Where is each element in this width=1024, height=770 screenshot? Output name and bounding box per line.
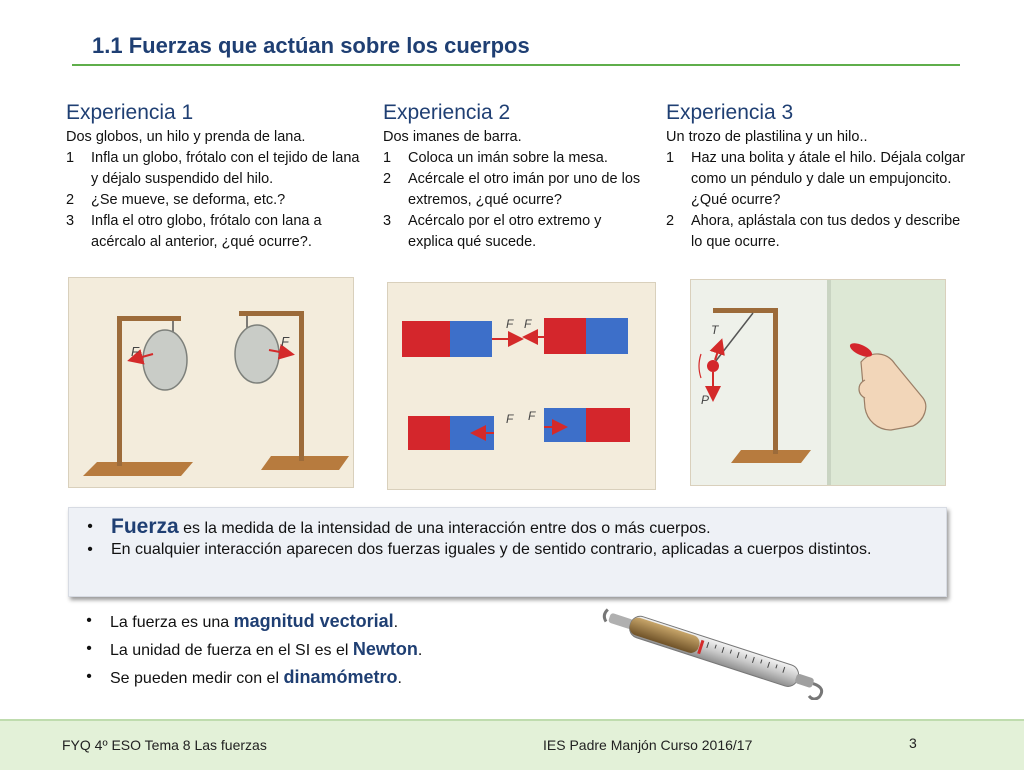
magnets-drawing	[388, 283, 655, 489]
step-number: 3	[383, 213, 392, 229]
force-label: F	[506, 317, 514, 331]
experience-1-intro: Dos globos, un hilo y prenda de lana.	[66, 129, 306, 145]
experience-2-heading: Experiencia 2	[383, 101, 511, 124]
experience-1-steps	[66, 148, 366, 253]
list-item	[666, 148, 966, 211]
definition-box	[68, 507, 947, 597]
fact-highlight: magnitud vectorial	[233, 611, 394, 631]
list-item	[66, 190, 366, 211]
experience-3-intro: Un trozo de plastilina y un hilo..	[666, 129, 868, 145]
step-text: Acércalo por el otro extremo y explica qué sucede.	[408, 213, 602, 250]
bullet: •	[86, 668, 92, 685]
step-text: Infla el otro globo, frótalo con lana a acércalo al anterior, ¿qué ocurre?.	[91, 213, 322, 250]
balloons-illustration	[68, 277, 354, 488]
experience-2-intro: Dos imanes de barra.	[383, 129, 522, 145]
list-item	[383, 169, 648, 211]
experience-2-steps	[383, 148, 648, 253]
list-item	[68, 608, 588, 636]
force-label: F	[131, 344, 139, 359]
force-label: F	[528, 409, 536, 423]
force-label: F	[524, 317, 532, 331]
experience-1	[66, 99, 366, 253]
definition-text: es la medida de la intensidad de una interacción entre dos o más cuerpos.	[178, 520, 711, 537]
step-text: ¿Se mueve, se deforma, etc.?	[91, 192, 286, 208]
step-number: 2	[666, 213, 675, 229]
slide-title: 1.1 Fuerzas que actúan sobre los cuerpos	[92, 33, 530, 58]
definition-item	[69, 539, 946, 560]
list-item	[666, 211, 966, 253]
list-item	[66, 211, 366, 253]
tension-label: T	[711, 323, 719, 337]
step-text: Infla un globo, frótalo con el tejido de lana y déjalo suspendido del hilo.	[91, 150, 360, 187]
list-item	[383, 211, 648, 253]
step-number: 3	[66, 213, 75, 229]
step-number: 1	[383, 150, 392, 166]
fact-text: Se pueden medir con el	[110, 670, 284, 687]
fact-text: .	[417, 642, 423, 659]
force-label: F	[506, 412, 514, 426]
experience-2	[383, 99, 648, 253]
fact-text: La fuerza es una	[110, 614, 234, 631]
dynamometer-image	[596, 605, 836, 700]
list-item	[383, 148, 648, 169]
list-item	[68, 664, 588, 692]
interaction-text: En cualquier interacción aparecen dos fuerzas iguales y de sentido contrario, aplicadas a cuerpos distintos.	[111, 541, 872, 558]
definition-item	[69, 516, 946, 539]
fact-highlight: Newton	[352, 639, 418, 659]
list-item	[68, 636, 588, 664]
step-text: Coloca un imán sobre la mesa.	[408, 150, 608, 166]
force-facts-list	[68, 608, 588, 692]
bullet: •	[86, 640, 92, 657]
magnets-illustration	[387, 282, 656, 490]
fact-highlight: dinamómetro	[283, 667, 398, 687]
experience-3-heading: Experiencia 3	[666, 101, 794, 124]
page-number: 3	[909, 735, 917, 751]
footer-school: IES Padre Manjón Curso 2016/17	[543, 737, 753, 753]
title-divider	[72, 64, 960, 66]
list-item	[66, 148, 366, 190]
force-label: F	[281, 334, 289, 349]
fact-text: .	[393, 614, 399, 631]
experience-3-steps	[666, 148, 966, 253]
fact-text: La unidad de fuerza en el SI es el	[110, 642, 353, 659]
bullet: •	[87, 541, 93, 558]
step-number: 1	[66, 150, 75, 166]
step-text: Ahora, aplástala con tus dedos y describe lo que ocurre.	[691, 213, 961, 250]
plasticine-illustration	[690, 279, 946, 486]
balloons-drawing	[69, 278, 353, 487]
step-number: 1	[666, 150, 675, 166]
bullet: •	[86, 612, 92, 629]
step-number: 2	[66, 192, 75, 208]
step-text: Haz una bolita y átale el hilo. Déjala colgar como un péndulo y dale un empujoncito. ¿Qué ocurre?	[691, 150, 966, 208]
step-number: 2	[383, 171, 392, 187]
experience-3	[666, 99, 966, 253]
weight-label: P	[701, 393, 710, 407]
fact-text: .	[397, 670, 402, 687]
step-text: Acércale el otro imán por uno de los extremos, ¿qué ocurre?	[408, 171, 641, 208]
force-term: Fuerza	[111, 515, 179, 538]
footer-course: FYQ 4º ESO Tema 8 Las fuerzas	[62, 737, 267, 753]
bullet: •	[87, 518, 93, 535]
plasticine-drawing	[691, 280, 945, 485]
experience-1-heading: Experiencia 1	[66, 101, 194, 124]
